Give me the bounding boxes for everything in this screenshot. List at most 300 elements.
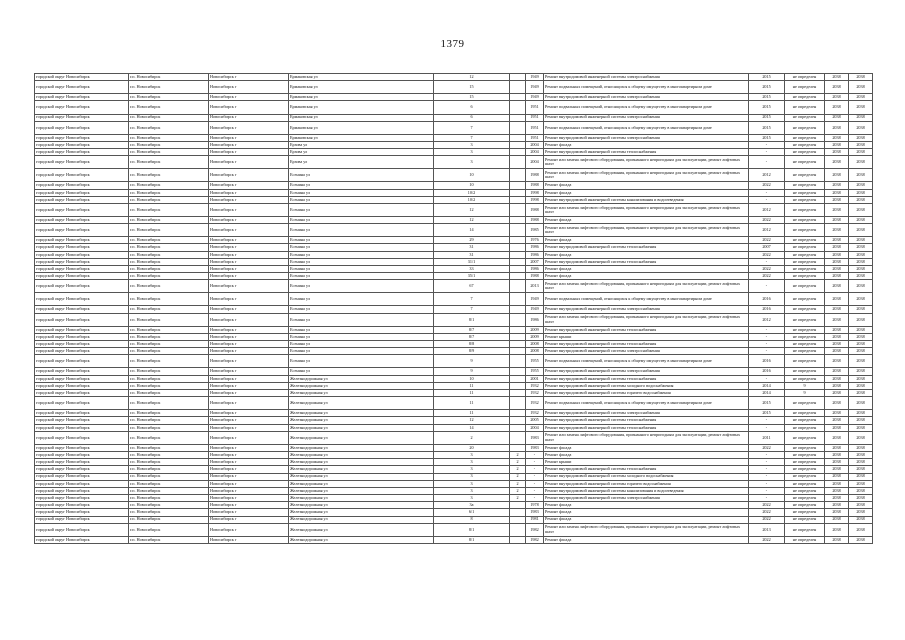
cell-planned-year: не определен — [785, 203, 825, 216]
cell-locality: Новосибирск г — [209, 149, 289, 156]
cell-street: Есенина ул — [289, 182, 434, 189]
cell-house: 6 — [434, 101, 510, 114]
cell-settlement: г.п. Новосибирск — [129, 244, 209, 251]
cell-last-repair-year: 2012 — [749, 203, 785, 216]
cell-municipality: городской округ Новосибирск — [35, 134, 129, 141]
cell-street: Есенина ул — [289, 293, 434, 306]
cell-street: Есенина ул — [289, 306, 434, 313]
cell-period-end: 2038 — [849, 224, 873, 237]
cell-house: 8/9 — [434, 348, 510, 355]
cell-house: 10 — [434, 169, 510, 182]
cell-building: 2 — [510, 466, 526, 473]
cell-year-built: 1986 — [526, 251, 544, 258]
cell-house: 8/1 — [434, 523, 510, 536]
table-row — [35, 134, 873, 141]
cell-period-end: 2038 — [849, 217, 873, 224]
cell-period-start: 2038 — [825, 368, 849, 375]
cell-work-type: Ремонт фасада — [544, 189, 749, 196]
cell-last-repair-year: - — [749, 480, 785, 487]
cell-last-repair-year: - — [749, 258, 785, 265]
cell-house: 3 — [434, 452, 510, 459]
cell-planned-year: не определен — [785, 424, 825, 431]
cell-locality: Новосибирск г — [209, 382, 289, 389]
cell-last-repair-year: 2012 — [749, 224, 785, 237]
cell-work-type: Ремонт внутридомовой инженерной системы горячего водоснабжения — [544, 480, 749, 487]
cell-municipality: городской округ Новосибирск — [35, 466, 129, 473]
cell-municipality: городской округ Новосибирск — [35, 293, 129, 306]
cell-period-start: 2038 — [825, 431, 849, 444]
cell-settlement: г.п. Новосибирск — [129, 149, 209, 156]
cell-year-built: 1998 — [526, 196, 544, 203]
cell-locality: Новосибирск г — [209, 502, 289, 509]
table-row — [35, 397, 873, 410]
cell-locality: Новосибирск г — [209, 244, 289, 251]
cell-period-end: 2038 — [849, 333, 873, 340]
cell-last-repair-year: - — [749, 417, 785, 424]
cell-building — [510, 523, 526, 536]
cell-street: Есенина ул — [289, 251, 434, 258]
cell-period-end: 2038 — [849, 280, 873, 293]
cell-period-end: 2038 — [849, 265, 873, 272]
table-row — [35, 273, 873, 280]
cell-building — [510, 355, 526, 368]
cell-street: Есенина ул — [289, 258, 434, 265]
cell-last-repair-year: - — [749, 341, 785, 348]
cell-planned-year: не определен — [785, 397, 825, 410]
cell-municipality: городской округ Новосибирск — [35, 424, 129, 431]
cell-year-built: 1983 — [526, 509, 544, 516]
cell-planned-year: не определен — [785, 251, 825, 258]
cell-locality: Новосибирск г — [209, 237, 289, 244]
cell-period-start: 2038 — [825, 74, 849, 81]
cell-work-type: Ремонт или замена лифтового оборудования, признанного непригодным для эксплуатации, ремонт лифтовых шахт — [544, 313, 749, 326]
cell-house: 9 — [434, 355, 510, 368]
cell-settlement: г.п. Новосибирск — [129, 417, 209, 424]
cell-period-end: 2038 — [849, 473, 873, 480]
cell-planned-year: не определен — [785, 313, 825, 326]
cell-building — [510, 169, 526, 182]
cell-period-end: 2038 — [849, 495, 873, 502]
cell-period-start: 2038 — [825, 134, 849, 141]
cell-street: Железнодорожная ул — [289, 375, 434, 382]
cell-settlement: г.п. Новосибирск — [129, 333, 209, 340]
cell-last-repair-year: 2016 — [749, 368, 785, 375]
cell-last-repair-year: 2015 — [749, 101, 785, 114]
cell-work-type: Ремонт фасада — [544, 502, 749, 509]
cell-work-type: Ремонт фасада — [544, 452, 749, 459]
cell-period-end: 2038 — [849, 417, 873, 424]
cell-period-start: 2038 — [825, 265, 849, 272]
cell-last-repair-year: 2015 — [749, 74, 785, 81]
cell-work-type: Ремонт фасада — [544, 217, 749, 224]
table-row — [35, 203, 873, 216]
cell-planned-year: не определен — [785, 217, 825, 224]
cell-planned-year: не определен — [785, 326, 825, 333]
cell-municipality: городской округ Новосибирск — [35, 156, 129, 169]
table-row — [35, 424, 873, 431]
cell-year-built: 2005 — [526, 417, 544, 424]
cell-period-start: 2038 — [825, 355, 849, 368]
cell-year-built: - — [526, 452, 544, 459]
cell-work-type: Ремонт фасада — [544, 141, 749, 148]
cell-house: 7 — [434, 134, 510, 141]
cell-settlement: г.п. Новосибирск — [129, 473, 209, 480]
cell-building — [510, 244, 526, 251]
cell-period-start: 2038 — [825, 293, 849, 306]
cell-year-built: 2004 — [526, 149, 544, 156]
cell-street: Железнодорожная ул — [289, 417, 434, 424]
cell-period-start: 2038 — [825, 280, 849, 293]
cell-locality: Новосибирск г — [209, 495, 289, 502]
cell-planned-year: не определен — [785, 244, 825, 251]
cell-municipality: городской округ Новосибирск — [35, 348, 129, 355]
cell-work-type: Ремонт подвальных помещений, относящихся к общему имуществу в многоквартирном доме — [544, 121, 749, 134]
table-row — [35, 368, 873, 375]
cell-municipality: городской округ Новосибирск — [35, 480, 129, 487]
cell-street: Есенина ул — [289, 368, 434, 375]
cell-street: Есенина ул — [289, 189, 434, 196]
cell-year-built: 1988 — [526, 182, 544, 189]
cell-year-built: 2004 — [526, 156, 544, 169]
cell-last-repair-year: 2022 — [749, 217, 785, 224]
cell-last-repair-year: 2015 — [749, 134, 785, 141]
cell-building — [510, 326, 526, 333]
table-row — [35, 480, 873, 487]
table-row — [35, 536, 873, 543]
cell-year-built: 1951 — [526, 101, 544, 114]
cell-year-built: - — [526, 459, 544, 466]
cell-street: Ермаковская ул — [289, 94, 434, 101]
cell-planned-year: не определен — [785, 196, 825, 203]
cell-building — [510, 313, 526, 326]
cell-settlement: г.п. Новосибирск — [129, 224, 209, 237]
cell-municipality: городской округ Новосибирск — [35, 355, 129, 368]
cell-municipality: городской округ Новосибирск — [35, 81, 129, 94]
table-row — [35, 280, 873, 293]
cell-municipality: городской округ Новосибирск — [35, 169, 129, 182]
cell-street: Есенина ул — [289, 348, 434, 355]
cell-settlement: г.п. Новосибирск — [129, 487, 209, 494]
cell-municipality: городской округ Новосибирск — [35, 196, 129, 203]
cell-municipality: городской округ Новосибирск — [35, 149, 129, 156]
cell-planned-year: 9 — [785, 389, 825, 396]
cell-municipality: городской округ Новосибирск — [35, 459, 129, 466]
cell-work-type: Ремонт внутридомовой инженерной системы теплоснабжения — [544, 258, 749, 265]
cell-locality: Новосибирск г — [209, 74, 289, 81]
cell-settlement: г.п. Новосибирск — [129, 397, 209, 410]
cell-house: 12 — [434, 217, 510, 224]
cell-period-end: 2038 — [849, 141, 873, 148]
cell-period-end: 2038 — [849, 81, 873, 94]
cell-last-repair-year: 2022 — [749, 536, 785, 543]
cell-street: Ермаковская ул — [289, 121, 434, 134]
table-row — [35, 466, 873, 473]
cell-work-type: Ремонт или замена лифтового оборудования, признанного непригодным для эксплуатации, ремонт лифтовых шахт — [544, 280, 749, 293]
cell-period-end: 2038 — [849, 389, 873, 396]
cell-year-built: 1949 — [526, 81, 544, 94]
cell-house: 3 — [434, 473, 510, 480]
cell-planned-year: не определен — [785, 141, 825, 148]
cell-period-end: 2038 — [849, 368, 873, 375]
cell-planned-year: не определен — [785, 355, 825, 368]
cell-year-built: 1955 — [526, 355, 544, 368]
cell-locality: Новосибирск г — [209, 355, 289, 368]
cell-last-repair-year: 2007 — [749, 244, 785, 251]
cell-work-type: Ремонт фасада — [544, 444, 749, 451]
cell-year-built: 1932 — [526, 389, 544, 396]
cell-settlement: г.п. Новосибирск — [129, 326, 209, 333]
cell-house: 2 — [434, 431, 510, 444]
cell-building — [510, 306, 526, 313]
cell-planned-year: не определен — [785, 417, 825, 424]
cell-period-end: 2038 — [849, 203, 873, 216]
cell-period-start: 2038 — [825, 224, 849, 237]
cell-planned-year: не определен — [785, 94, 825, 101]
cell-municipality: городской округ Новосибирск — [35, 237, 129, 244]
cell-year-built: 2004 — [526, 424, 544, 431]
cell-settlement: г.п. Новосибирск — [129, 444, 209, 451]
cell-year-built: 1949 — [526, 94, 544, 101]
cell-house: 11 — [434, 389, 510, 396]
cell-period-start: 2038 — [825, 149, 849, 156]
cell-municipality: городской округ Новосибирск — [35, 410, 129, 417]
table-row — [35, 459, 873, 466]
cell-municipality: городской округ Новосибирск — [35, 121, 129, 134]
cell-building — [510, 134, 526, 141]
cell-building: 2 — [510, 495, 526, 502]
cell-work-type: Ремонт фасада — [544, 516, 749, 523]
cell-year-built: 2004 — [526, 141, 544, 148]
cell-settlement: г.п. Новосибирск — [129, 81, 209, 94]
cell-building — [510, 424, 526, 431]
cell-period-start: 2038 — [825, 81, 849, 94]
cell-period-start: 2038 — [825, 466, 849, 473]
cell-house: 35/1 — [434, 273, 510, 280]
cell-settlement: г.п. Новосибирск — [129, 389, 209, 396]
cell-year-built: 1988 — [526, 203, 544, 216]
cell-year-built: 2009 — [526, 326, 544, 333]
cell-period-end: 2038 — [849, 313, 873, 326]
cell-locality: Новосибирск г — [209, 431, 289, 444]
cell-year-built: 1986 — [526, 244, 544, 251]
cell-street: Железнодорожная ул — [289, 536, 434, 543]
cell-building — [510, 141, 526, 148]
cell-building: 2 — [510, 452, 526, 459]
cell-municipality: городской округ Новосибирск — [35, 217, 129, 224]
cell-municipality: городской округ Новосибирск — [35, 487, 129, 494]
cell-work-type: Ремонт фасада — [544, 237, 749, 244]
table-row — [35, 182, 873, 189]
cell-year-built: 1985 — [526, 224, 544, 237]
cell-municipality: городской округ Новосибирск — [35, 452, 129, 459]
cell-locality: Новосибирск г — [209, 333, 289, 340]
cell-house: 67 — [434, 280, 510, 293]
cell-work-type: Ремонт внутридомовой инженерной системы теплоснабжения — [544, 326, 749, 333]
cell-period-end: 2038 — [849, 94, 873, 101]
cell-work-type: Ремонт внутридомовой инженерной системы электроснабжения — [544, 94, 749, 101]
cell-work-type: Ремонт внутридомовой инженерной системы теплоснабжения — [544, 466, 749, 473]
cell-street: Есенина ул — [289, 265, 434, 272]
cell-settlement: г.п. Новосибирск — [129, 480, 209, 487]
cell-settlement: г.п. Новосибирск — [129, 348, 209, 355]
cell-period-start: 2038 — [825, 273, 849, 280]
cell-work-type: Ремонт или замена лифтового оборудования, признанного непригодным для эксплуатации, ремонт лифтовых шахт — [544, 169, 749, 182]
cell-street: Есенина ул — [289, 273, 434, 280]
cell-period-start: 2038 — [825, 410, 849, 417]
cell-municipality: городской округ Новосибирск — [35, 182, 129, 189]
cell-year-built: 2013 — [526, 280, 544, 293]
cell-last-repair-year: 2022 — [749, 509, 785, 516]
cell-planned-year: не определен — [785, 431, 825, 444]
cell-house: 31 — [434, 244, 510, 251]
table-row — [35, 355, 873, 368]
table-row — [35, 341, 873, 348]
cell-period-end: 2038 — [849, 306, 873, 313]
cell-settlement: г.п. Новосибирск — [129, 203, 209, 216]
cell-last-repair-year: 2022 — [749, 516, 785, 523]
cell-street: Ерзова ул — [289, 149, 434, 156]
cell-building — [510, 280, 526, 293]
cell-year-built: 1955 — [526, 368, 544, 375]
cell-period-start: 2038 — [825, 509, 849, 516]
cell-period-end: 2038 — [849, 452, 873, 459]
cell-period-end: 2038 — [849, 523, 873, 536]
table-row — [35, 509, 873, 516]
cell-street: Есенина ул — [289, 169, 434, 182]
cell-period-end: 2038 — [849, 237, 873, 244]
cell-settlement: г.п. Новосибирск — [129, 196, 209, 203]
cell-work-type: Ремонт внутридомовой инженерной системы электроснабжения — [544, 368, 749, 375]
cell-locality: Новосибирск г — [209, 509, 289, 516]
cell-year-built: 1932 — [526, 382, 544, 389]
table-row — [35, 452, 873, 459]
cell-planned-year: не определен — [785, 306, 825, 313]
cell-year-built: 1951 — [526, 121, 544, 134]
cell-settlement: г.п. Новосибирск — [129, 169, 209, 182]
cell-street: Ермаковская ул — [289, 134, 434, 141]
cell-period-end: 2038 — [849, 293, 873, 306]
cell-work-type: Ремонт внутридомовой инженерной системы холодного водоснабжения — [544, 473, 749, 480]
cell-period-end: 2038 — [849, 444, 873, 451]
cell-building — [510, 224, 526, 237]
cell-settlement: г.п. Новосибирск — [129, 355, 209, 368]
cell-planned-year: не определен — [785, 265, 825, 272]
table-row — [35, 293, 873, 306]
cell-period-start: 2038 — [825, 502, 849, 509]
cell-work-type: Ремонт фасада — [544, 265, 749, 272]
cell-period-start: 2038 — [825, 306, 849, 313]
cell-municipality: городской округ Новосибирск — [35, 341, 129, 348]
cell-house: 9 — [434, 368, 510, 375]
cell-locality: Новосибирск г — [209, 348, 289, 355]
cell-last-repair-year: - — [749, 141, 785, 148]
cell-building — [510, 251, 526, 258]
cell-settlement: г.п. Новосибирск — [129, 509, 209, 516]
cell-planned-year: не определен — [785, 333, 825, 340]
table-row — [35, 101, 873, 114]
cell-last-repair-year: - — [749, 473, 785, 480]
cell-period-start: 2038 — [825, 101, 849, 114]
cell-building — [510, 444, 526, 451]
cell-period-end: 2038 — [849, 196, 873, 203]
cell-locality: Новосибирск г — [209, 273, 289, 280]
cell-settlement: г.п. Новосибирск — [129, 182, 209, 189]
cell-period-start: 2038 — [825, 121, 849, 134]
cell-street: Есенина ул — [289, 237, 434, 244]
cell-last-repair-year: 2022 — [749, 251, 785, 258]
cell-locality: Новосибирск г — [209, 134, 289, 141]
cell-last-repair-year: - — [749, 189, 785, 196]
cell-work-type: Ремонт фасада — [544, 251, 749, 258]
cell-period-start: 2038 — [825, 313, 849, 326]
cell-house: 3 — [434, 466, 510, 473]
cell-settlement: г.п. Новосибирск — [129, 431, 209, 444]
cell-period-start: 2038 — [825, 480, 849, 487]
cell-locality: Новосибирск г — [209, 169, 289, 182]
cell-planned-year: не определен — [785, 480, 825, 487]
cell-house: 8/7 — [434, 333, 510, 340]
cell-locality: Новосибирск г — [209, 203, 289, 216]
cell-last-repair-year: 2022 — [749, 182, 785, 189]
cell-work-type: Ремонт внутридомовой инженерной системы горячего водоснабжения — [544, 389, 749, 396]
cell-year-built: 1981 — [526, 516, 544, 523]
cell-street: Железнодорожная ул — [289, 410, 434, 417]
cell-street: Железнодорожная ул — [289, 509, 434, 516]
cell-street: Ерзова ул — [289, 156, 434, 169]
cell-work-type: Ремонт или замена лифтового оборудования, признанного непригодным для эксплуатации, ремонт лифтовых шахт — [544, 224, 749, 237]
cell-work-type: Ремонт подвальных помещений, относящихся к общему имуществу в многоквартирном доме — [544, 293, 749, 306]
cell-house: 12 — [434, 203, 510, 216]
cell-street: Есенина ул — [289, 341, 434, 348]
cell-street: Есенина ул — [289, 313, 434, 326]
cell-work-type: Ремонт внутридомовой инженерной системы электроснабжения — [544, 114, 749, 121]
cell-settlement: г.п. Новосибирск — [129, 280, 209, 293]
cell-locality: Новосибирск г — [209, 375, 289, 382]
cell-year-built: 1986 — [526, 265, 544, 272]
cell-municipality: городской округ Новосибирск — [35, 326, 129, 333]
cell-work-type: Ремонт подвальных помещений, относящихся к общему имуществу в многоквартирном доме — [544, 81, 749, 94]
table-row — [35, 196, 873, 203]
cell-period-start: 2038 — [825, 203, 849, 216]
cell-house: 8/8 — [434, 341, 510, 348]
cell-locality: Новосибирск г — [209, 293, 289, 306]
cell-street: Железнодорожная ул — [289, 523, 434, 536]
cell-locality: Новосибирск г — [209, 265, 289, 272]
cell-year-built: - — [526, 480, 544, 487]
cell-year-built: 2001 — [526, 375, 544, 382]
cell-year-built: 2007 — [526, 258, 544, 265]
cell-work-type: Ремонт или замена лифтового оборудования, признанного непригодным для эксплуатации, ремонт лифтовых шахт — [544, 156, 749, 169]
cell-street: Ермаковская ул — [289, 74, 434, 81]
cell-period-start: 2038 — [825, 424, 849, 431]
cell-municipality: городской округ Новосибирск — [35, 516, 129, 523]
table-row — [35, 189, 873, 196]
cell-planned-year: не определен — [785, 156, 825, 169]
cell-municipality: городской округ Новосибирск — [35, 244, 129, 251]
cell-municipality: городской округ Новосибирск — [35, 382, 129, 389]
cell-house: 3 — [434, 156, 510, 169]
cell-last-repair-year: - — [749, 452, 785, 459]
cell-planned-year: не определен — [785, 169, 825, 182]
cell-settlement: г.п. Новосибирск — [129, 114, 209, 121]
cell-building — [510, 382, 526, 389]
table-row — [35, 444, 873, 451]
cell-planned-year: не определен — [785, 182, 825, 189]
cell-work-type: Ремонт крыши — [544, 459, 749, 466]
page-number: 1379 — [440, 38, 465, 50]
cell-year-built: 1982 — [526, 523, 544, 536]
cell-last-repair-year: 2022 — [749, 502, 785, 509]
